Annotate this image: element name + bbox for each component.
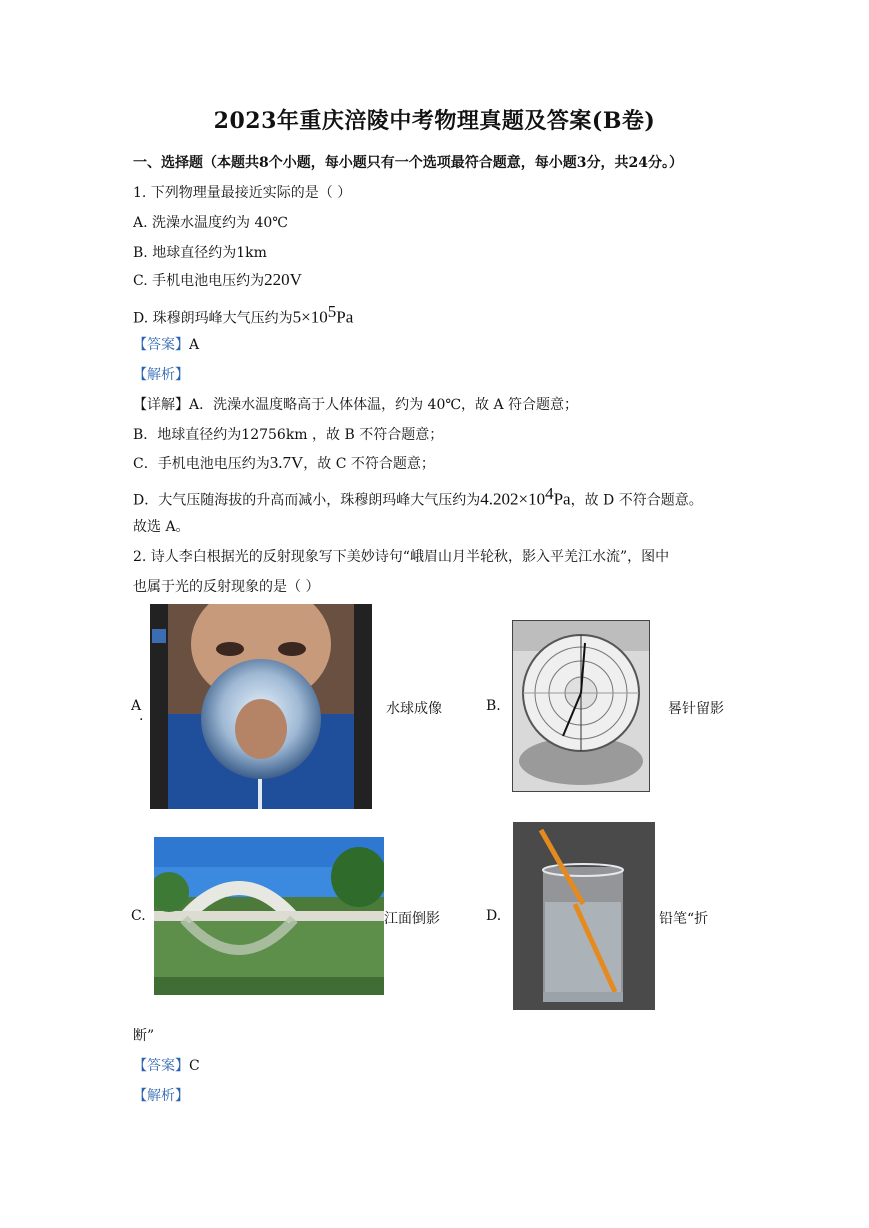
- answer-value: A: [189, 337, 200, 353]
- bridge-reflection-image: [154, 837, 384, 995]
- answer-value: C: [189, 1058, 200, 1074]
- q2-option-c-caption: 江面倒影: [384, 911, 440, 927]
- q2-option-b-letter: B.: [486, 698, 501, 714]
- q2-answer: [133, 1055, 200, 1075]
- section-heading: 一、选择题（本题共8个小题，每小题只有一个选项最符合题意，每小题3分，共24分。）: [133, 155, 683, 171]
- q2-option-a-caption: 水球成像: [386, 701, 442, 717]
- q2-option-b-caption: 晷针留影: [668, 701, 724, 717]
- sundial-image: [512, 620, 650, 792]
- q1-option-c: [133, 270, 302, 290]
- detail-c-text: C．手机电池电压约为: [133, 456, 270, 472]
- q1-detail-c: [133, 453, 435, 473]
- q1-detail-a: [133, 394, 578, 414]
- q1-answer: [133, 334, 199, 354]
- detail-d-unit: Pa: [553, 489, 571, 509]
- q2-option-d-caption-cont: 断”: [133, 1028, 155, 1044]
- q2-stem-line1: 2. 诗人李白根据光的反射现象写下美妙诗句“峨眉山月半轮秋，影入平羌江水流”，图中: [133, 549, 670, 565]
- detail-c-suffix: ，故 C 不符合题意；: [303, 456, 435, 472]
- detail-c-value: 3.7V: [269, 453, 304, 472]
- q1-option-d-exp: 5: [327, 302, 337, 321]
- q1-option-d-unit: Pa: [336, 307, 354, 327]
- q1-detail-b: B．地球直径约为12756km ，故 B 不符合题意；: [133, 427, 444, 443]
- q2-option-d-letter: D.: [486, 908, 502, 924]
- q1-option-c-value: 220V: [264, 270, 302, 289]
- detail-tag: 【详解】: [133, 397, 189, 413]
- q1-option-b: B. 地球直径约为1km: [133, 245, 267, 261]
- q1-option-d-text: D. 珠穆朗玛峰大气压约为: [133, 310, 293, 327]
- q1-option-d-base: 5×10: [292, 307, 328, 327]
- q2-option-c-letter: C.: [131, 908, 146, 924]
- answer-tag: 【答案】: [133, 1058, 189, 1074]
- answer-tag: 【答案】: [133, 337, 189, 353]
- page-title: 2023年重庆涪陵中考物理真题及答案(B卷): [213, 108, 656, 134]
- detail-a-text: A．洗澡水温度略高于人体体温，约为 40℃，故 A 符合题意；: [189, 397, 579, 413]
- q2-option-d-caption: 铅笔“折: [659, 911, 709, 927]
- q1-option-c-text: C. 手机电池电压约为: [133, 273, 265, 289]
- q1-detail-d: [133, 484, 703, 510]
- detail-d-text: D．大气压随海拔的升高而减小，珠穆朗玛峰大气压约为: [133, 492, 481, 509]
- q2-analysis-tag: 【解析】: [133, 1088, 189, 1104]
- detail-d-suffix: ，故 D 不符合题意。: [570, 492, 703, 509]
- pencil-glass-image: [513, 822, 655, 1010]
- q1-option-d: [133, 302, 353, 328]
- q1-option-a: A. 洗澡水温度约为 40℃: [133, 215, 288, 231]
- water-ball-image: [150, 604, 372, 809]
- q2-stem-line2: 也属于光的反射现象的是（ ）: [133, 579, 320, 595]
- q1-conclusion: 故选 A。: [133, 519, 190, 535]
- detail-d-base: 4.202×10: [480, 489, 546, 509]
- q1-stem: 1. 下列物理量最接近实际的是（ ）: [133, 185, 352, 201]
- q2-option-a-letter: A: [131, 698, 142, 714]
- detail-d-exp: 4: [545, 484, 554, 503]
- q2-option-a-dot: .: [139, 708, 144, 724]
- q1-analysis-tag: 【解析】: [133, 367, 189, 383]
